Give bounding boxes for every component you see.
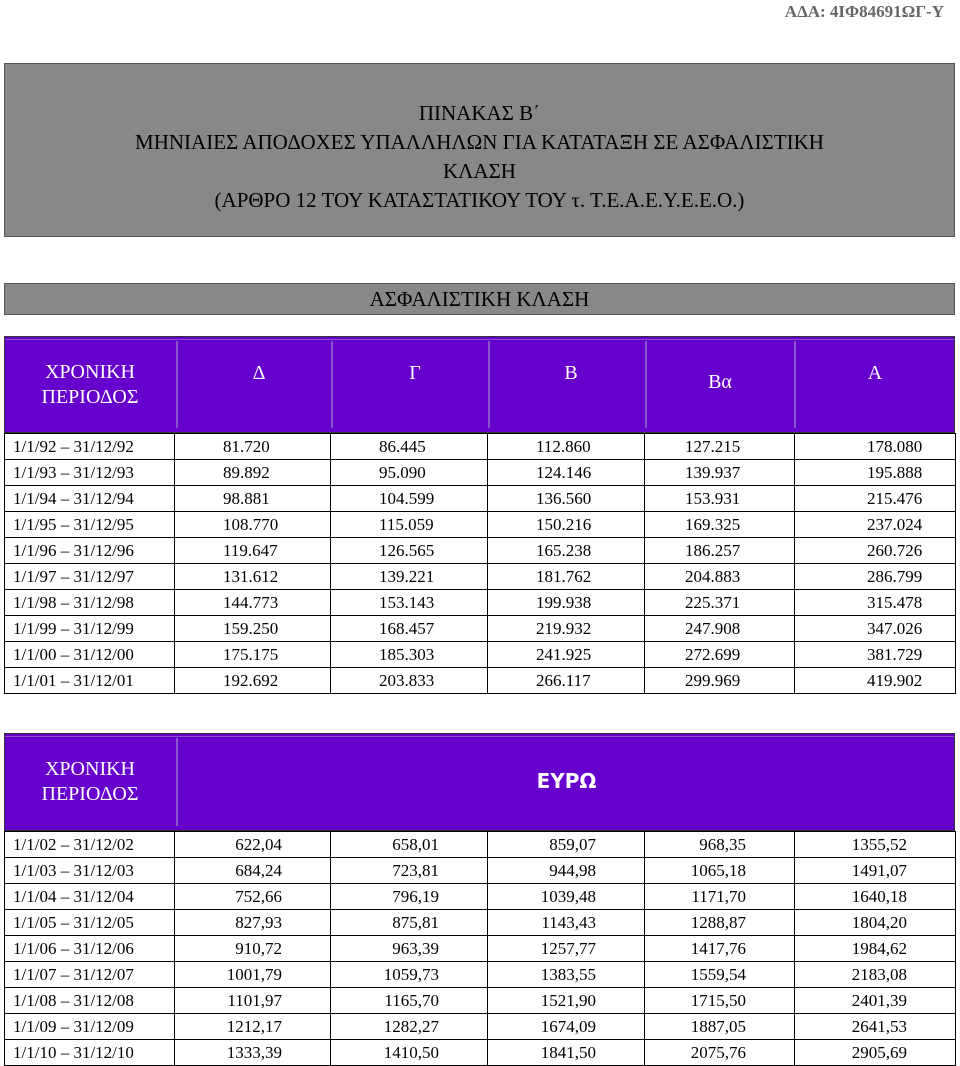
class-beta-a-header: Βα <box>708 371 732 393</box>
table-row <box>5 460 956 486</box>
amount-cell: 195.888 <box>795 460 956 486</box>
amount-cell: 1171,70 <box>645 884 795 910</box>
period-cell: 1/1/05 – 31/12/05 <box>5 910 175 936</box>
table-row <box>5 564 956 590</box>
amount-cell: 622,04 <box>175 832 331 858</box>
amount-cell: 260.726 <box>795 538 956 564</box>
amount-cell: 124.146 <box>488 460 645 486</box>
title-line: ΠΙΝΑΚΑΣ Β΄ <box>418 101 541 125</box>
amount-cell: 266.117 <box>488 668 645 694</box>
amount-cell: 1887,05 <box>645 1014 795 1040</box>
amount-cell: 1410,50 <box>331 1040 488 1066</box>
table-row <box>5 512 956 538</box>
insurance-class-header: ΑΣΦΑΛΙΣΤΙΚΗ ΚΛΑΣΗ <box>4 283 955 315</box>
period-cell: 1/1/10 – 31/12/10 <box>5 1040 175 1066</box>
amount-cell: 2401,39 <box>795 988 956 1014</box>
title-line: (ΑΡΘΡΟ 12 ΤΟΥ ΚΑΤΑΣΤΑΤΙΚΟΥ ΤΟΥ τ. Τ.Ε.Α.Ε.Υ.Ε.Ε.Ο.) <box>214 188 745 212</box>
amount-cell: 1065,18 <box>645 858 795 884</box>
amount-cell: 2183,08 <box>795 962 956 988</box>
table-row <box>5 1040 956 1066</box>
euro-table <box>4 831 956 1066</box>
amount-cell: 299.969 <box>645 668 795 694</box>
amount-cell: 723,81 <box>331 858 488 884</box>
amount-cell: 237.024 <box>795 512 956 538</box>
amount-cell: 1101,97 <box>175 988 331 1014</box>
amount-cell: 178.080 <box>795 434 956 460</box>
period-cell: 1/1/07 – 31/12/07 <box>5 962 175 988</box>
period-cell: 1/1/97 – 31/12/97 <box>5 564 175 590</box>
amount-cell: 2641,53 <box>795 1014 956 1040</box>
amount-cell: 81.720 <box>175 434 331 460</box>
table-row <box>5 1014 956 1040</box>
amount-cell: 1559,54 <box>645 962 795 988</box>
amount-cell: 1001,79 <box>175 962 331 988</box>
amount-cell: 859,07 <box>488 832 645 858</box>
period-cell: 1/1/96 – 31/12/96 <box>5 538 175 564</box>
amount-cell: 181.762 <box>488 564 645 590</box>
amount-cell: 1143,43 <box>488 910 645 936</box>
amount-cell: 1355,52 <box>795 832 956 858</box>
amount-cell: 136.560 <box>488 486 645 512</box>
table-row <box>5 988 956 1014</box>
amount-cell: 241.925 <box>488 642 645 668</box>
title-line: ΜΗΝΙΑΙΕΣ ΑΠΟΔΟΧΕΣ ΥΠΑΛΛΗΛΩΝ ΓΙΑ ΚΑΤΑΤΑΞΗ ΣΕ ΑΣΦΑΛΙΣΤΙΚΗ <box>135 130 824 154</box>
title-line: ΚΛΑΣΗ <box>443 159 516 183</box>
amount-cell: 153.143 <box>331 590 488 616</box>
amount-cell: 381.729 <box>795 642 956 668</box>
table-row <box>5 884 956 910</box>
amount-cell: 98.881 <box>175 486 331 512</box>
amount-cell: 684,24 <box>175 858 331 884</box>
amount-cell: 752,66 <box>175 884 331 910</box>
amount-cell: 150.216 <box>488 512 645 538</box>
period-cell: 1/1/04 – 31/12/04 <box>5 884 175 910</box>
amount-cell: 112.860 <box>488 434 645 460</box>
amount-cell: 144.773 <box>175 590 331 616</box>
table-row <box>5 962 956 988</box>
amount-cell: 169.325 <box>645 512 795 538</box>
period-cell: 1/1/98 – 31/12/98 <box>5 590 175 616</box>
amount-cell: 347.026 <box>795 616 956 642</box>
table-row <box>5 434 956 460</box>
amount-cell: 1059,73 <box>331 962 488 988</box>
amount-cell: 1383,55 <box>488 962 645 988</box>
amount-cell: 1282,27 <box>331 1014 488 1040</box>
amount-cell: 131.612 <box>175 564 331 590</box>
amount-cell: 199.938 <box>488 590 645 616</box>
class-alpha-header: Α <box>867 362 883 384</box>
amount-cell: 796,19 <box>331 884 488 910</box>
table-row <box>5 590 956 616</box>
amount-cell: 185.303 <box>331 642 488 668</box>
amount-cell: 272.699 <box>645 642 795 668</box>
amount-cell: 1640,18 <box>795 884 956 910</box>
amount-cell: 168.457 <box>331 616 488 642</box>
amount-cell: 192.692 <box>175 668 331 694</box>
amount-cell: 419.902 <box>795 668 956 694</box>
amount-cell: 2075,76 <box>645 1040 795 1066</box>
period-cell: 1/1/01 – 31/12/01 <box>5 668 175 694</box>
period-cell: 1/1/03 – 31/12/03 <box>5 858 175 884</box>
amount-cell: 86.445 <box>331 434 488 460</box>
amount-cell: 115.059 <box>331 512 488 538</box>
amount-cell: 153.931 <box>645 486 795 512</box>
period-cell: 1/1/99 – 31/12/99 <box>5 616 175 642</box>
period-header: ΧΡΟΝΙΚΗ ΠΕΡΙΟΔΟΣ <box>41 360 139 408</box>
table-row <box>5 858 956 884</box>
period-cell: 1/1/08 – 31/12/08 <box>5 988 175 1014</box>
amount-cell: 286.799 <box>795 564 956 590</box>
amount-cell: 104.599 <box>331 486 488 512</box>
amount-cell: 1521,90 <box>488 988 645 1014</box>
amount-cell: 126.565 <box>331 538 488 564</box>
amount-cell: 165.238 <box>488 538 645 564</box>
amount-cell: 127.215 <box>645 434 795 460</box>
amount-cell: 827,93 <box>175 910 331 936</box>
table-row <box>5 668 956 694</box>
period-cell: 1/1/93 – 31/12/93 <box>5 460 175 486</box>
amount-cell: 1417,76 <box>645 936 795 962</box>
period-cell: 1/1/92 – 31/12/92 <box>5 434 175 460</box>
amount-cell: 247.908 <box>645 616 795 642</box>
amount-cell: 95.090 <box>331 460 488 486</box>
table-row <box>5 642 956 668</box>
table-row <box>5 538 956 564</box>
amount-cell: 219.932 <box>488 616 645 642</box>
currency-header: ΕΥΡΩ <box>536 768 597 793</box>
amount-cell: 944,98 <box>488 858 645 884</box>
period-cell: 1/1/94 – 31/12/94 <box>5 486 175 512</box>
table-row <box>5 936 956 962</box>
amount-cell: 1715,50 <box>645 988 795 1014</box>
table-row <box>5 832 956 858</box>
document-title <box>4 63 955 237</box>
period-cell: 1/1/09 – 31/12/09 <box>5 1014 175 1040</box>
amount-cell: 108.770 <box>175 512 331 538</box>
amount-cell: 203.833 <box>331 668 488 694</box>
amount-cell: 1804,20 <box>795 910 956 936</box>
amount-cell: 1288,87 <box>645 910 795 936</box>
period-cell: 1/1/02 – 31/12/02 <box>5 832 175 858</box>
amount-cell: 175.175 <box>175 642 331 668</box>
ada-code: ΑΔΑ: 4ΙΦ84691ΩΓ-Υ <box>784 2 944 21</box>
amount-cell: 1841,50 <box>488 1040 645 1066</box>
amount-cell: 315.478 <box>795 590 956 616</box>
class-gamma-header: Γ <box>409 362 421 384</box>
amount-cell: 1491,07 <box>795 858 956 884</box>
amount-cell: 1165,70 <box>331 988 488 1014</box>
amount-cell: 204.883 <box>645 564 795 590</box>
period-cell: 1/1/06 – 31/12/06 <box>5 936 175 962</box>
period-cell: 1/1/95 – 31/12/95 <box>5 512 175 538</box>
class-beta-header: Β <box>564 362 578 384</box>
table2-header <box>4 733 955 831</box>
amount-cell: 186.257 <box>645 538 795 564</box>
period-cell: 1/1/00 – 31/12/00 <box>5 642 175 668</box>
amount-cell: 658,01 <box>331 832 488 858</box>
table-row <box>5 486 956 512</box>
amount-cell: 89.892 <box>175 460 331 486</box>
amount-cell: 1039,48 <box>488 884 645 910</box>
amount-cell: 225.371 <box>645 590 795 616</box>
table-row <box>5 616 956 642</box>
amount-cell: 2905,69 <box>795 1040 956 1066</box>
amount-cell: 910,72 <box>175 936 331 962</box>
drachma-table <box>4 433 956 694</box>
amount-cell: 1984,62 <box>795 936 956 962</box>
period-header: ΧΡΟΝΙΚΗ ΠΕΡΙΟΔΟΣ <box>41 758 139 805</box>
amount-cell: 1212,17 <box>175 1014 331 1040</box>
amount-cell: 875,81 <box>331 910 488 936</box>
amount-cell: 215.476 <box>795 486 956 512</box>
class-delta-header: Δ <box>252 362 266 384</box>
amount-cell: 119.647 <box>175 538 331 564</box>
amount-cell: 963,39 <box>331 936 488 962</box>
amount-cell: 1674,09 <box>488 1014 645 1040</box>
amount-cell: 159.250 <box>175 616 331 642</box>
amount-cell: 139.937 <box>645 460 795 486</box>
table-row <box>5 910 956 936</box>
table1-header <box>4 336 955 433</box>
amount-cell: 1257,77 <box>488 936 645 962</box>
amount-cell: 1333,39 <box>175 1040 331 1066</box>
amount-cell: 139.221 <box>331 564 488 590</box>
amount-cell: 968,35 <box>645 832 795 858</box>
